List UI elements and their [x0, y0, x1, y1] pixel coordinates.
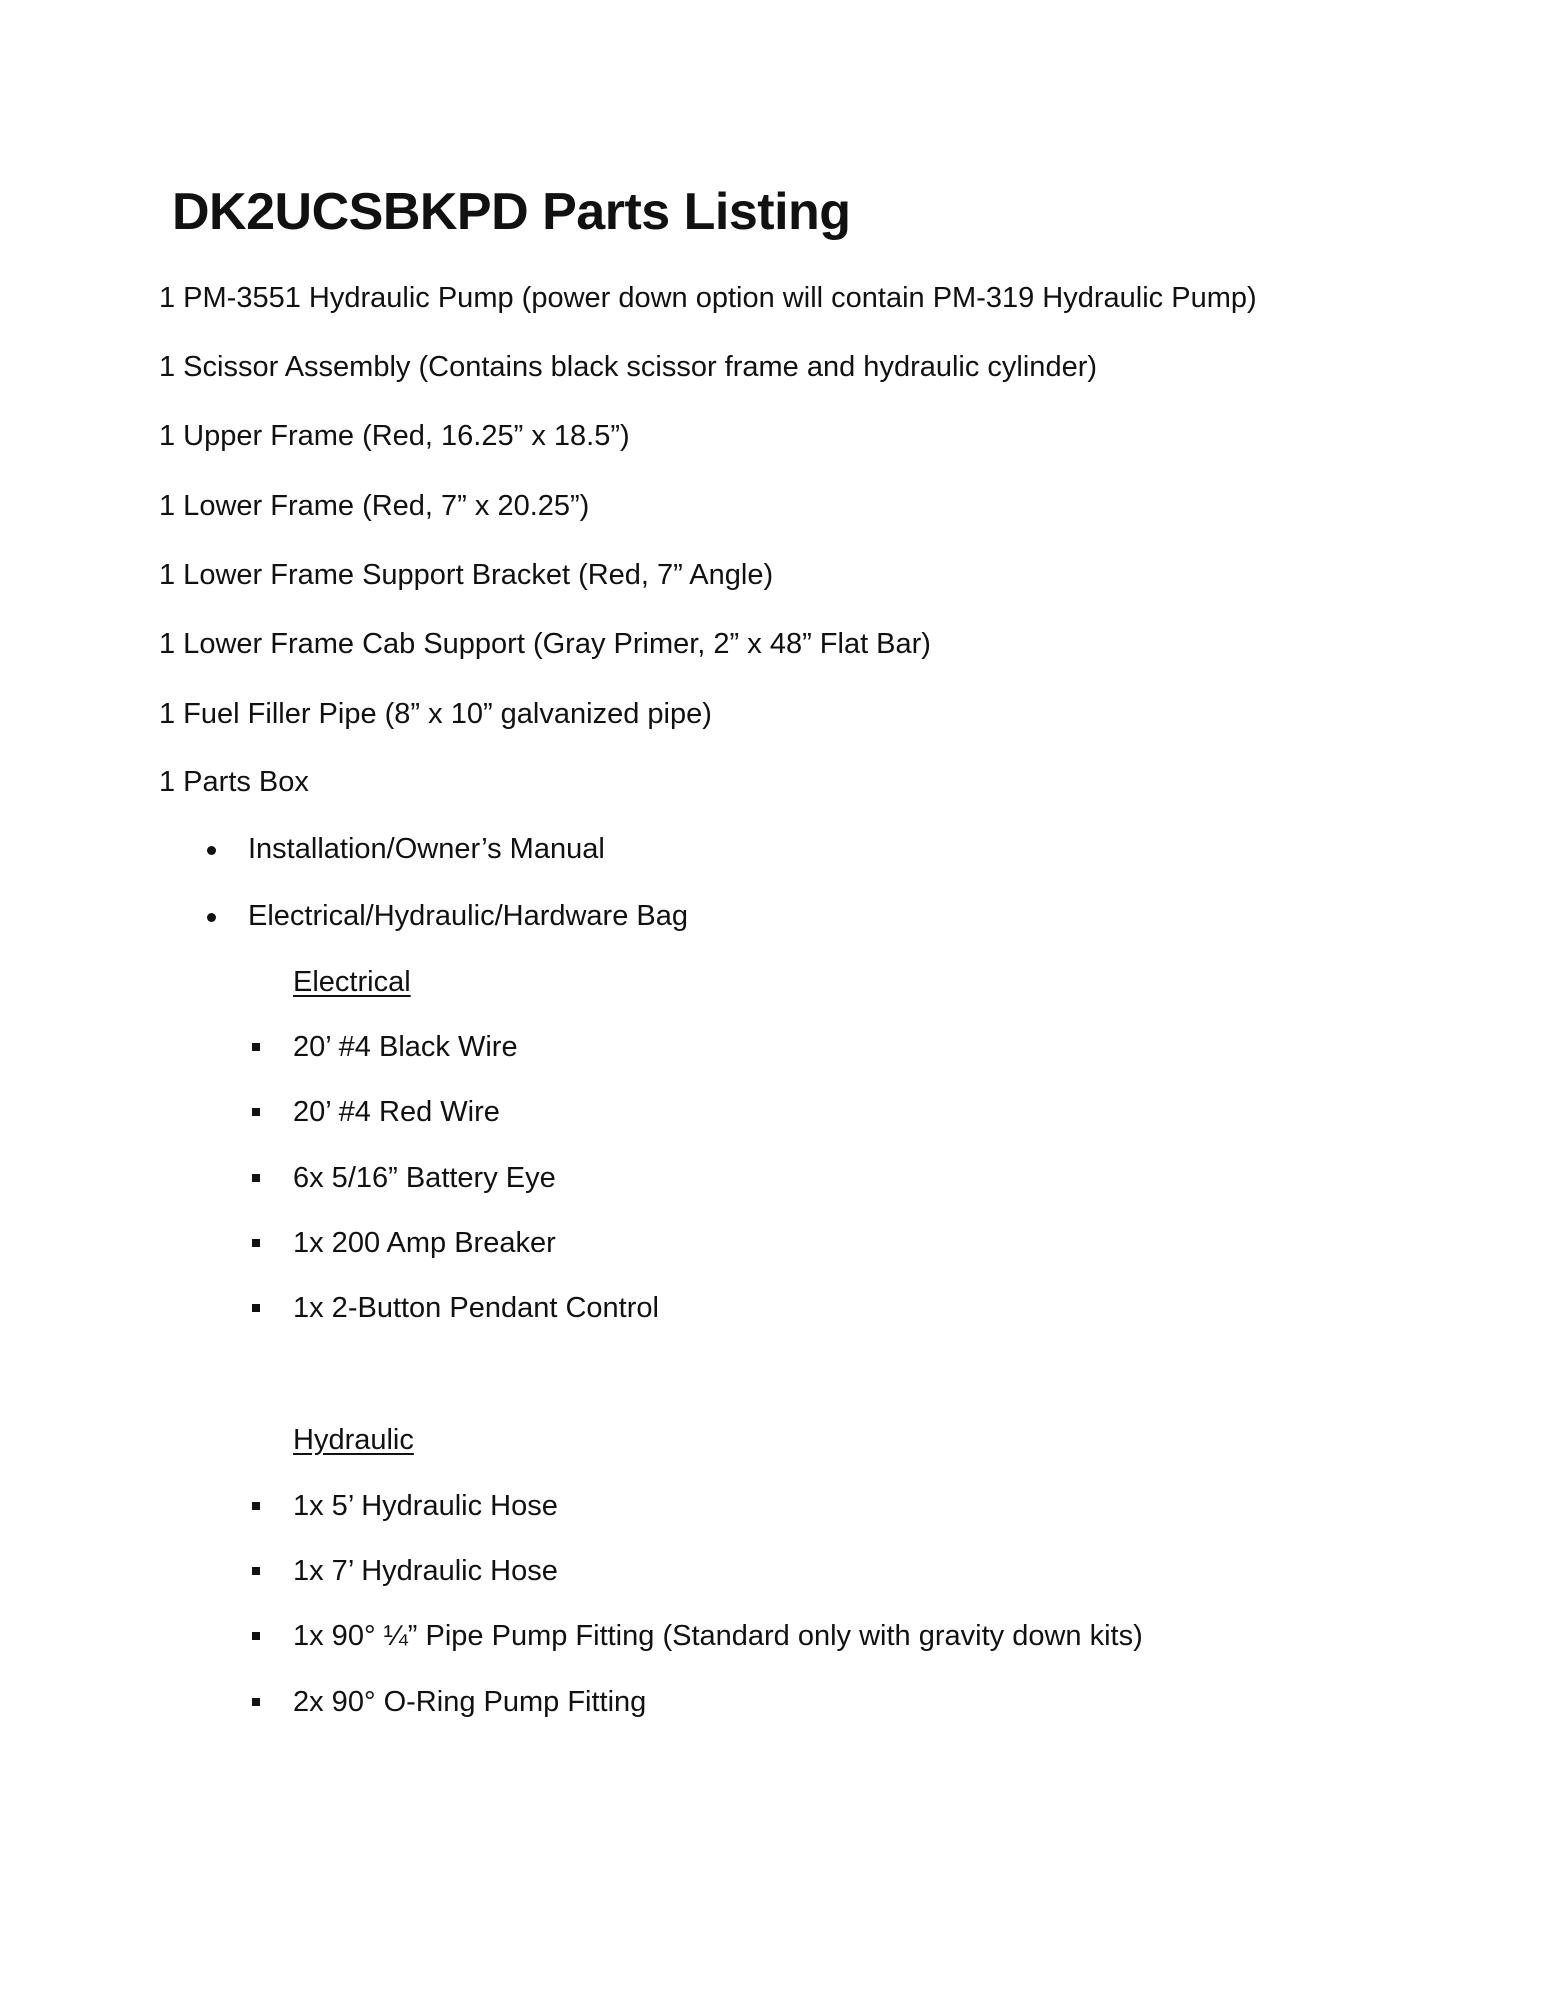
square-bullet-icon	[252, 1108, 260, 1116]
parts-line: 1 Lower Frame Support Bracket (Red, 7” Angle)	[159, 559, 774, 591]
item-text: 1x 7’ Hydraulic Hose	[293, 1555, 558, 1587]
page-title: DK2UCSBKPD Parts Listing	[172, 183, 851, 241]
parts-line: 1 Upper Frame (Red, 16.25” x 18.5”)	[159, 420, 630, 452]
item-text: 1x 90° ¼” Pipe Pump Fitting (Standard only with gravity down kits)	[293, 1620, 1143, 1652]
parts-line: 1 Fuel Filler Pipe (8” x 10” galvanized pipe)	[159, 698, 712, 730]
parts-line: 1 Scissor Assembly (Contains black scissor frame and hydraulic cylinder)	[159, 351, 1098, 383]
square-bullet-icon	[252, 1304, 260, 1312]
square-bullet-icon	[252, 1632, 260, 1640]
item-text: 1x 5’ Hydraulic Hose	[293, 1490, 558, 1522]
square-bullet-icon	[252, 1043, 260, 1051]
square-bullet-icon	[252, 1239, 260, 1247]
item-text: 2x 90° O-Ring Pump Fitting	[293, 1686, 647, 1718]
parts-line: 1 PM-3551 Hydraulic Pump (power down option will contain PM-319 Hydraulic Pump)	[159, 282, 1257, 314]
item-text: 1x 2-Button Pendant Control	[293, 1292, 659, 1324]
item-text: 6x 5/16” Battery Eye	[293, 1162, 556, 1194]
item-text: 20’ #4 Black Wire	[293, 1031, 518, 1063]
square-bullet-icon	[252, 1502, 260, 1510]
bullet-text: Electrical/Hydraulic/Hardware Bag	[248, 900, 688, 932]
parts-line: 1 Parts Box	[159, 766, 309, 798]
electrical-heading: Electrical	[293, 966, 411, 998]
item-text: 20’ #4 Red Wire	[293, 1096, 500, 1128]
hydraulic-heading: Hydraulic	[293, 1424, 414, 1456]
bullet-dot-icon	[207, 846, 216, 855]
square-bullet-icon	[252, 1174, 260, 1182]
parts-line: 1 Lower Frame Cab Support (Gray Primer, 2” x 48” Flat Bar)	[159, 628, 931, 660]
square-bullet-icon	[252, 1567, 260, 1575]
bullet-text: Installation/Owner’s Manual	[248, 833, 605, 865]
bullet-dot-icon	[207, 913, 216, 922]
item-text: 1x 200 Amp Breaker	[293, 1227, 556, 1259]
parts-line: 1 Lower Frame (Red, 7” x 20.25”)	[159, 490, 590, 522]
square-bullet-icon	[252, 1698, 260, 1706]
